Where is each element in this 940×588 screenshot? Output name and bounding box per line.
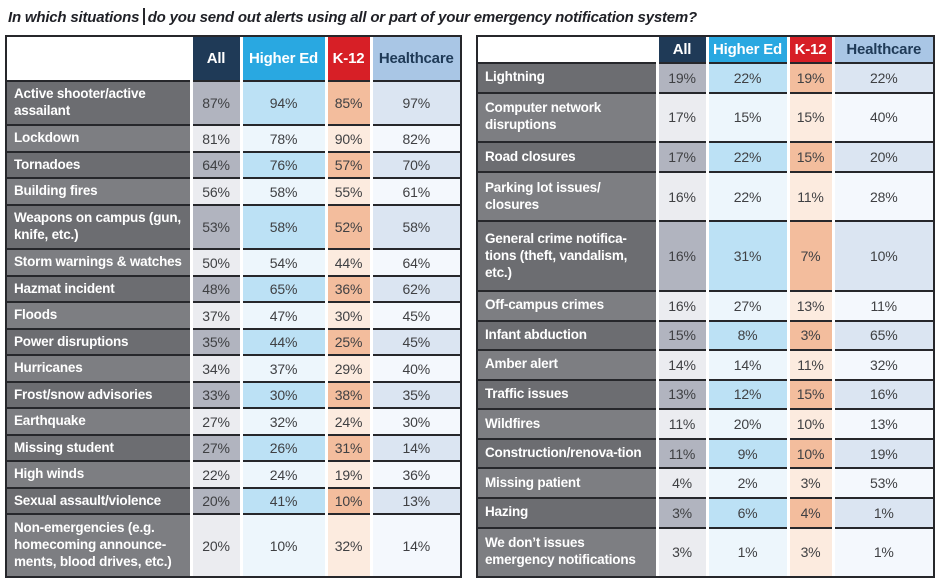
- value-cell-k12: 57%: [326, 152, 371, 179]
- value-cell-highered: 47%: [241, 302, 326, 329]
- row-label: Missing student: [7, 435, 191, 462]
- table-row: [478, 93, 933, 143]
- column-header-k12: K-12: [788, 37, 833, 63]
- value-cell-k12: 25%: [326, 329, 371, 356]
- table-row: [7, 205, 460, 249]
- value-cell-all: 17%: [657, 93, 707, 143]
- table-row: [7, 125, 460, 152]
- table-row: [478, 528, 933, 576]
- table-row: [7, 329, 460, 356]
- alerts-table-right-grid: [478, 37, 933, 576]
- value-cell-k12: 36%: [326, 276, 371, 303]
- table-row: [478, 63, 933, 93]
- value-cell-all: 81%: [191, 125, 241, 152]
- table-row: [7, 355, 460, 382]
- row-label: Road closures: [478, 142, 657, 172]
- table-row: [7, 81, 460, 125]
- row-label: Hazing: [478, 498, 657, 528]
- row-label: Lockdown: [7, 125, 191, 152]
- value-cell-healthcare: 62%: [371, 276, 460, 303]
- row-label: Sexual assault/violence: [7, 488, 191, 515]
- value-cell-k12: 10%: [788, 439, 833, 469]
- row-label: We don’t issues emergency notifications: [478, 528, 657, 576]
- alerts-table-left: [5, 35, 462, 578]
- value-cell-healthcare: 1%: [833, 498, 933, 528]
- value-cell-healthcare: 45%: [371, 329, 460, 356]
- value-cell-all: 27%: [191, 435, 241, 462]
- value-cell-all: 20%: [191, 514, 241, 576]
- row-label: Active shooter/active assailant: [7, 81, 191, 125]
- value-cell-k12: 7%: [788, 221, 833, 291]
- value-cell-k12: 11%: [788, 172, 833, 222]
- value-cell-healthcare: 14%: [371, 435, 460, 462]
- row-label: Weapons on campus (gun, knife, etc.): [7, 205, 191, 249]
- row-label: Building fires: [7, 178, 191, 205]
- value-cell-highered: 27%: [707, 291, 788, 321]
- table-row: [7, 152, 460, 179]
- value-cell-highered: 44%: [241, 329, 326, 356]
- value-cell-healthcare: 32%: [833, 350, 933, 380]
- value-cell-highered: 76%: [241, 152, 326, 179]
- value-cell-highered: 24%: [241, 461, 326, 488]
- value-cell-highered: 32%: [241, 408, 326, 435]
- value-cell-all: 16%: [657, 291, 707, 321]
- value-cell-highered: 54%: [241, 249, 326, 276]
- table-row: [7, 435, 460, 462]
- value-cell-healthcare: 82%: [371, 125, 460, 152]
- title-text-after: do you send out alerts using all or part of your emergency notification system?: [147, 9, 698, 26]
- value-cell-k12: 38%: [326, 382, 371, 409]
- row-label: Traffic issues: [478, 380, 657, 410]
- value-cell-all: 34%: [191, 355, 241, 382]
- table-row: [7, 382, 460, 409]
- value-cell-highered: 22%: [707, 63, 788, 93]
- value-cell-all: 3%: [657, 498, 707, 528]
- column-header-k12: K-12: [326, 37, 371, 81]
- row-label: Wildfires: [478, 409, 657, 439]
- column-header-highered: Higher Ed: [241, 37, 326, 81]
- row-label: Infant abduction: [478, 321, 657, 351]
- value-cell-healthcare: 40%: [371, 355, 460, 382]
- value-cell-healthcare: 14%: [371, 514, 460, 576]
- value-cell-healthcare: 45%: [371, 302, 460, 329]
- value-cell-k12: 19%: [788, 63, 833, 93]
- value-cell-healthcare: 19%: [833, 439, 933, 469]
- row-label: Frost/snow advisories: [7, 382, 191, 409]
- value-cell-highered: 12%: [707, 380, 788, 410]
- value-cell-k12: 10%: [326, 488, 371, 515]
- value-cell-k12: 15%: [788, 93, 833, 143]
- table-row: [7, 514, 460, 576]
- value-cell-highered: 65%: [241, 276, 326, 303]
- column-header-healthcare: Healthcare: [833, 37, 933, 63]
- column-header-all: All: [657, 37, 707, 63]
- value-cell-k12: 3%: [788, 321, 833, 351]
- table-row: [478, 498, 933, 528]
- row-label: Hazmat incident: [7, 276, 191, 303]
- table-row: [478, 291, 933, 321]
- value-cell-highered: 6%: [707, 498, 788, 528]
- table-row: [478, 468, 933, 498]
- text-cursor-icon: [143, 8, 145, 25]
- table-row: [7, 178, 460, 205]
- alerts-table-left-grid: [7, 37, 460, 576]
- value-cell-k12: 90%: [326, 125, 371, 152]
- value-cell-highered: 30%: [241, 382, 326, 409]
- value-cell-k12: 30%: [326, 302, 371, 329]
- value-cell-highered: 58%: [241, 205, 326, 249]
- value-cell-highered: 2%: [707, 468, 788, 498]
- value-cell-healthcare: 13%: [371, 488, 460, 515]
- alerts-table-right: [476, 35, 935, 578]
- value-cell-k12: 11%: [788, 350, 833, 380]
- value-cell-highered: 22%: [707, 142, 788, 172]
- corner-cell: [478, 37, 657, 63]
- value-cell-k12: 85%: [326, 81, 371, 125]
- table-row: [478, 380, 933, 410]
- value-cell-all: 20%: [191, 488, 241, 515]
- row-label: Earthquake: [7, 408, 191, 435]
- value-cell-highered: 14%: [707, 350, 788, 380]
- value-cell-healthcare: 40%: [833, 93, 933, 143]
- value-cell-healthcare: 20%: [833, 142, 933, 172]
- title-text-before: In which situations: [8, 9, 140, 26]
- value-cell-all: 13%: [657, 380, 707, 410]
- value-cell-all: 56%: [191, 178, 241, 205]
- value-cell-highered: 8%: [707, 321, 788, 351]
- table-row: [7, 249, 460, 276]
- value-cell-all: 16%: [657, 172, 707, 222]
- value-cell-highered: 15%: [707, 93, 788, 143]
- value-cell-highered: 78%: [241, 125, 326, 152]
- row-label: Off-campus crimes: [478, 291, 657, 321]
- table-row: [7, 408, 460, 435]
- value-cell-all: 37%: [191, 302, 241, 329]
- value-cell-k12: 4%: [788, 498, 833, 528]
- table-row: [478, 221, 933, 291]
- row-label: General crime notifica-tions (theft, vandalism, etc.): [478, 221, 657, 291]
- value-cell-healthcare: 61%: [371, 178, 460, 205]
- value-cell-healthcare: 97%: [371, 81, 460, 125]
- value-cell-healthcare: 70%: [371, 152, 460, 179]
- value-cell-all: 17%: [657, 142, 707, 172]
- value-cell-k12: 13%: [788, 291, 833, 321]
- table-row: [478, 439, 933, 469]
- value-cell-highered: 41%: [241, 488, 326, 515]
- header-row: [7, 37, 460, 81]
- table-row: [7, 461, 460, 488]
- table-row: [478, 172, 933, 222]
- value-cell-k12: 31%: [326, 435, 371, 462]
- table-row: [7, 488, 460, 515]
- table-row: [7, 302, 460, 329]
- value-cell-all: 50%: [191, 249, 241, 276]
- value-cell-healthcare: 35%: [371, 382, 460, 409]
- value-cell-k12: 3%: [788, 528, 833, 576]
- value-cell-k12: 24%: [326, 408, 371, 435]
- value-cell-all: 64%: [191, 152, 241, 179]
- value-cell-highered: 22%: [707, 172, 788, 222]
- value-cell-k12: 15%: [788, 380, 833, 410]
- value-cell-all: 35%: [191, 329, 241, 356]
- row-label: Floods: [7, 302, 191, 329]
- row-label: Non-emergencies (e.g. homecoming announce-ments, blood drives, etc.): [7, 514, 191, 576]
- row-label: Tornadoes: [7, 152, 191, 179]
- value-cell-all: 48%: [191, 276, 241, 303]
- value-cell-all: 11%: [657, 409, 707, 439]
- value-cell-k12: 3%: [788, 468, 833, 498]
- value-cell-healthcare: 13%: [833, 409, 933, 439]
- page-title[interactable]: [8, 8, 936, 26]
- value-cell-highered: 26%: [241, 435, 326, 462]
- row-label: Power disruptions: [7, 329, 191, 356]
- value-cell-healthcare: 11%: [833, 291, 933, 321]
- value-cell-all: 11%: [657, 439, 707, 469]
- value-cell-k12: 29%: [326, 355, 371, 382]
- value-cell-highered: 9%: [707, 439, 788, 469]
- column-header-highered: Higher Ed: [707, 37, 788, 63]
- value-cell-k12: 44%: [326, 249, 371, 276]
- value-cell-all: 19%: [657, 63, 707, 93]
- value-cell-highered: 10%: [241, 514, 326, 576]
- value-cell-healthcare: 65%: [833, 321, 933, 351]
- value-cell-highered: 31%: [707, 221, 788, 291]
- table-row: [478, 409, 933, 439]
- value-cell-healthcare: 58%: [371, 205, 460, 249]
- value-cell-all: 3%: [657, 528, 707, 576]
- value-cell-highered: 1%: [707, 528, 788, 576]
- row-label: Computer network disruptions: [478, 93, 657, 143]
- value-cell-healthcare: 30%: [371, 408, 460, 435]
- value-cell-k12: 32%: [326, 514, 371, 576]
- table-row: [7, 276, 460, 303]
- column-header-healthcare: Healthcare: [371, 37, 460, 81]
- value-cell-highered: 94%: [241, 81, 326, 125]
- value-cell-all: 15%: [657, 321, 707, 351]
- value-cell-highered: 58%: [241, 178, 326, 205]
- value-cell-healthcare: 10%: [833, 221, 933, 291]
- value-cell-healthcare: 28%: [833, 172, 933, 222]
- value-cell-k12: 55%: [326, 178, 371, 205]
- value-cell-healthcare: 1%: [833, 528, 933, 576]
- table-row: [478, 321, 933, 351]
- table-row: [478, 142, 933, 172]
- value-cell-healthcare: 64%: [371, 249, 460, 276]
- value-cell-highered: 37%: [241, 355, 326, 382]
- header-row: [478, 37, 933, 63]
- value-cell-all: 33%: [191, 382, 241, 409]
- row-label: Hurricanes: [7, 355, 191, 382]
- tables-container: [5, 35, 936, 578]
- row-label: Amber alert: [478, 350, 657, 380]
- value-cell-highered: 20%: [707, 409, 788, 439]
- value-cell-all: 4%: [657, 468, 707, 498]
- corner-cell: [7, 37, 191, 81]
- row-label: High winds: [7, 461, 191, 488]
- value-cell-healthcare: 53%: [833, 468, 933, 498]
- value-cell-healthcare: 36%: [371, 461, 460, 488]
- row-label: Construction/renova-tion: [478, 439, 657, 469]
- value-cell-all: 53%: [191, 205, 241, 249]
- value-cell-k12: 10%: [788, 409, 833, 439]
- column-header-all: All: [191, 37, 241, 81]
- value-cell-all: 14%: [657, 350, 707, 380]
- value-cell-all: 27%: [191, 408, 241, 435]
- row-label: Parking lot issues/ closures: [478, 172, 657, 222]
- value-cell-all: 87%: [191, 81, 241, 125]
- value-cell-healthcare: 16%: [833, 380, 933, 410]
- value-cell-all: 22%: [191, 461, 241, 488]
- table-row: [478, 350, 933, 380]
- value-cell-k12: 19%: [326, 461, 371, 488]
- row-label: Missing patient: [478, 468, 657, 498]
- value-cell-k12: 15%: [788, 142, 833, 172]
- row-label: Lightning: [478, 63, 657, 93]
- row-label: Storm warnings & watches: [7, 249, 191, 276]
- value-cell-k12: 52%: [326, 205, 371, 249]
- value-cell-healthcare: 22%: [833, 63, 933, 93]
- value-cell-all: 16%: [657, 221, 707, 291]
